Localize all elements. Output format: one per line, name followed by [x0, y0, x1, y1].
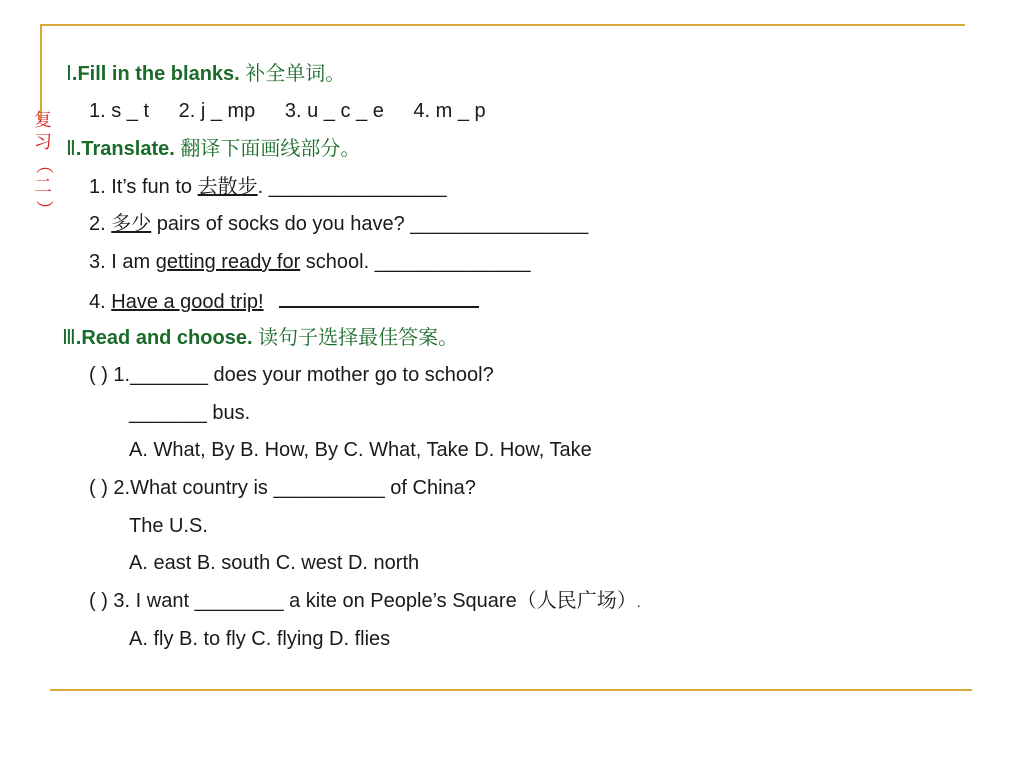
translate-underlined: Have a good trip!: [111, 291, 264, 313]
section3-title: .Read and choose.: [75, 327, 253, 349]
section1-heading: [66, 61, 345, 86]
translate-underlined: 去散步: [197, 174, 258, 198]
section2-numeral: Ⅱ: [66, 136, 76, 160]
translate-underlined: 多少: [111, 211, 152, 235]
translate-underlined: getting ready for: [155, 251, 301, 273]
side-label-char: 复: [34, 110, 52, 131]
translate-prefix: 1. It’s fun to: [89, 176, 198, 198]
side-label-char: 习: [34, 132, 52, 153]
question-1-stem: ( ) 1._______ does your mother go to school?: [89, 364, 494, 386]
translate-prefix: 2.: [89, 213, 112, 235]
side-label-char: （: [33, 156, 54, 174]
question-2-options: A. east B. south C. west D. north: [129, 552, 420, 574]
blank-item: 1. s _ t: [89, 100, 150, 122]
question-2-answer-line: The U.S.: [129, 515, 208, 537]
translate-item-2: [89, 211, 588, 236]
question-3-stem: ( ) 3. I want ________ a kite on People’s Square（人民广场）: [89, 590, 637, 612]
section3-title-zh: 读句子选择最佳答案。: [258, 325, 459, 349]
section3-heading: [62, 325, 458, 350]
section3-numeral: Ⅲ: [62, 325, 76, 349]
blank-item: 2. j _ mp: [178, 100, 256, 122]
section1-title: .Fill in the blanks.: [71, 63, 240, 85]
section1-numeral: Ⅰ: [66, 61, 72, 85]
translate-prefix: 3. I am: [89, 251, 156, 273]
question-3-stem-end: .: [636, 594, 641, 610]
side-label-char: 二: [34, 176, 52, 197]
translate-suffix: . ________________: [257, 176, 447, 198]
question-3-options: A. fly B. to fly C. flying D. flies: [129, 628, 391, 650]
section2-title-zh: 翻译下面画线部分。: [180, 136, 361, 160]
translate-suffix: pairs of socks do you have? ________________: [151, 213, 589, 235]
question-1-answer-line: _______ bus.: [129, 402, 251, 424]
blank-item: 4. m _ p: [413, 100, 486, 122]
translate-item-1: [89, 174, 447, 199]
blank-item: 3. u _ c _ e: [284, 100, 384, 122]
side-label-char: ）: [33, 200, 54, 218]
question-1-options: A. What, By B. How, By C. What, Take D. How, Take: [129, 439, 592, 461]
answer-blank-line: [279, 288, 479, 308]
translate-suffix: school. ______________: [300, 251, 531, 273]
translate-prefix: 4.: [89, 291, 112, 313]
section2-heading: [66, 136, 360, 161]
section1-title-zh: 补全单词。: [245, 61, 346, 85]
translate-item-3: [89, 250, 530, 274]
section2-title: .Translate.: [75, 138, 175, 160]
translate-item-4: [89, 288, 479, 314]
section1-items: [89, 99, 486, 123]
question-3-stem-row: [89, 589, 641, 614]
question-2-stem: ( ) 2.What country is __________ of China?: [89, 477, 476, 499]
